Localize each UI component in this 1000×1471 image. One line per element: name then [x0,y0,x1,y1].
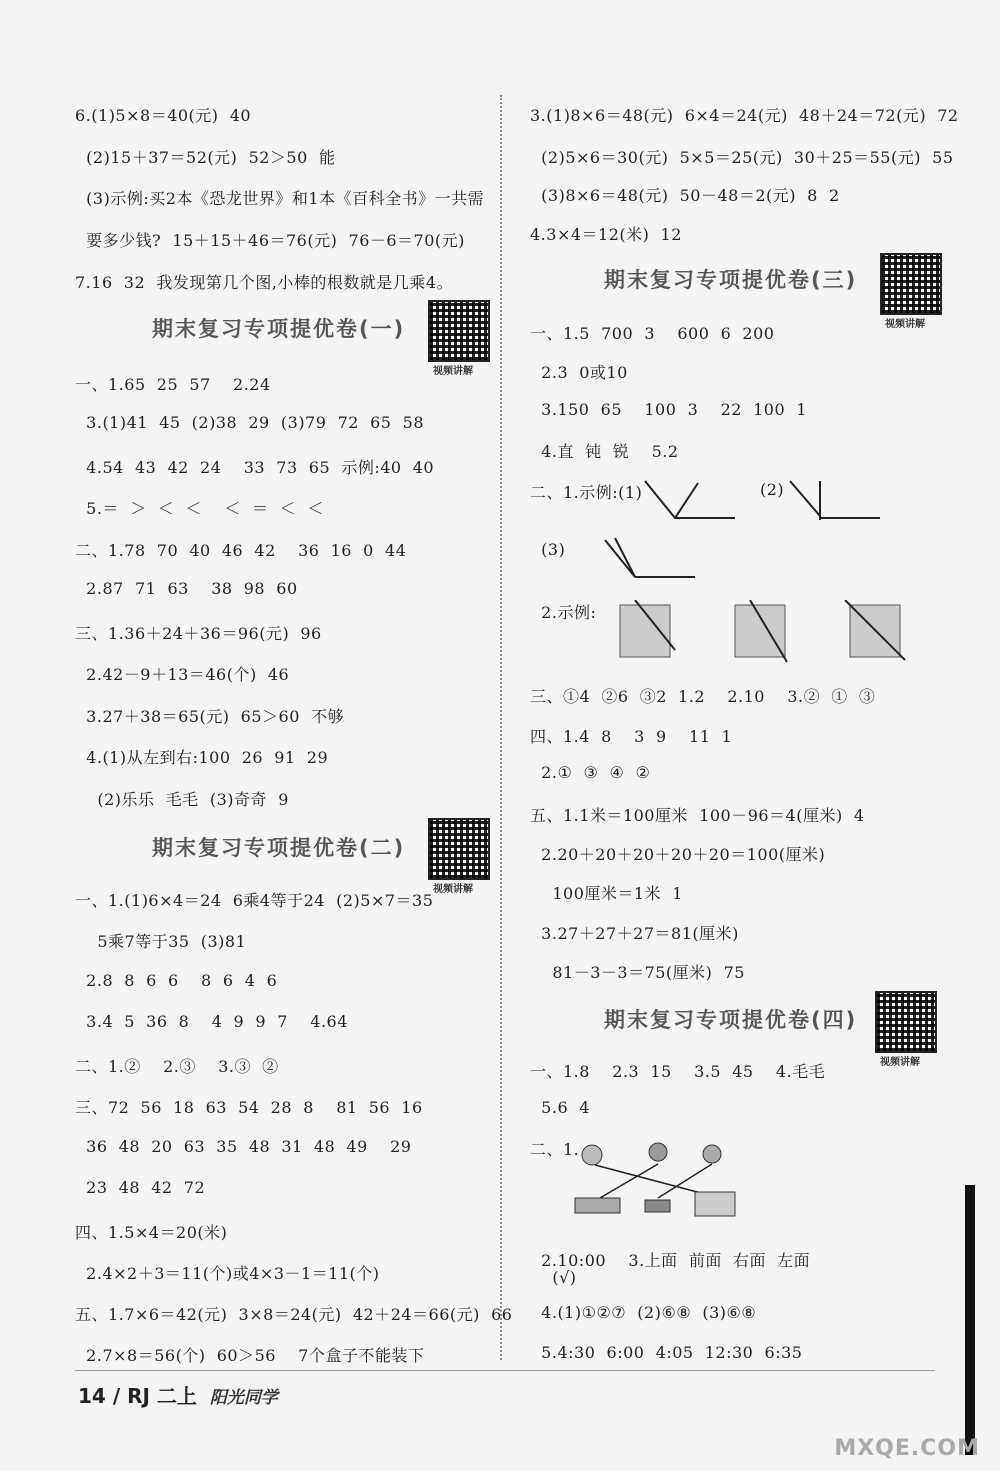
edge-bar [965,1185,975,1455]
answer-line: 2.示例: [530,603,597,622]
answer-line: (2)15＋37＝52(元) 52＞50 能 [75,148,336,167]
answer-line: (3)8×6＝48(元) 50－48＝2(元) 8 2 [530,186,840,205]
answer-line: 2.① ③ ④ ② [530,763,651,782]
answer-line: 2.4×2＋3＝11(个)或4×3－1＝11(个) [75,1264,380,1283]
answer-line: 3.(1)41 45 (2)38 29 (3)79 72 65 58 [75,413,425,432]
answer-line: 5.6 4 [530,1098,590,1117]
answer-line: 100厘米＝1米 1 [530,884,683,903]
square-cut-figures [615,600,915,665]
answer-line: (3)示例:买2本《恐龙世界》和1本《百科全书》一共需 [75,189,485,208]
answer-line: 3.4 5 36 8 4 9 9 7 4.64 [75,1012,348,1031]
answer-line: 一、1.(1)6×4＝24 6乘4等于24 (2)5×7＝35 [75,891,434,910]
answer-line: 4.直 钝 锐 5.2 [530,442,679,461]
answer-line: 三、①4 ②6 ③2 1.2 2.10 3.② ① ③ [530,687,876,706]
column-divider [500,95,502,1360]
answer-line: 二、1. [530,1140,580,1159]
answer-line: 36 48 20 63 35 48 31 48 49 29 [75,1137,412,1156]
answer-line: 2.3 0或10 [530,363,628,382]
matching-figure [570,1140,740,1220]
answer-line: 3.27＋38＝65(元) 65＞60 不够 [75,707,345,726]
edition-label: RJ [127,1384,150,1408]
answer-line: 五、1.7×6＝42(元) 3×8＝24(元) 42＋24＝66(元) 66 [75,1305,513,1324]
section-title: 期末复习专项提优卷(二) [152,836,406,860]
qr-caption: 视频讲解 [433,366,473,377]
section-title: 期末复习专项提优卷(三) [604,268,858,292]
answer-line: 3.27＋27＋27＝81(厘米) [530,924,739,943]
answer-line: 2.10:00 3.上面 前面 右面 左面 [530,1251,811,1270]
answer-line: 81－3－3＝75(厘米) 75 [530,963,745,982]
section-title: 期末复习专项提优卷(一) [152,317,406,341]
page-footer: 14 / RJ 二上 阳光同学 [78,1384,278,1408]
answer-line: 3.(1)8×6＝48(元) 6×4＝24(元) 48＋24＝72(元) 72 [530,106,959,125]
answer-line: 二、1.78 70 40 46 42 36 16 0 44 [75,541,407,560]
qr-code-icon [880,253,942,315]
angle-figure-1 [640,478,740,523]
answer-line: 2.20＋20＋20＋20＋20＝100(厘米) [530,845,826,864]
page-number: 14 [78,1384,106,1408]
angle-figure-2 [785,478,885,523]
answer-line: 5乘7等于35 (3)81 [75,932,247,951]
answer-line: 一、1.65 25 57 2.24 [75,375,271,394]
answer-line: 6.(1)5×8＝40(元) 40 [75,106,252,125]
qr-code-icon [875,991,937,1053]
answer-line: 2.42－9＋13＝46(个) 46 [75,665,290,684]
answer-line: 2.87 71 63 38 98 60 [75,579,298,598]
footer-rule [75,1370,935,1371]
answer-line: 一、1.8 2.3 15 3.5 45 4.毛毛 [530,1062,826,1081]
qr-code-icon [428,300,490,362]
answer-line: 5.＝ ＞ ＜ ＜ ＜ ＝ ＜ ＜ [75,499,324,518]
answer-line: 2.8 8 6 6 8 6 4 6 [75,971,278,990]
answer-line: 四、1.4 8 3 9 11 1 [530,727,733,746]
answer-line: (2) [760,480,785,499]
answer-line: 一、1.5 700 3 600 6 200 [530,324,775,343]
answer-line: 二、1.示例:(1) [530,483,643,502]
answer-line: 4.(1)从左到右:100 26 91 29 [75,748,329,767]
qr-caption: 视频讲解 [880,1057,920,1068]
answer-line: 7.16 32 我发现第几个图,小棒的根数就是几乘4。 [75,273,454,292]
answer-line: 三、72 56 18 63 54 28 8 81 56 16 [75,1098,423,1117]
answer-line: 3.150 65 100 3 22 100 1 [530,400,808,419]
answer-line: (2)乐乐 毛毛 (3)奇奇 9 [75,790,289,809]
qr-caption: 视频讲解 [433,884,473,895]
grade-label: 二上 [156,1384,197,1408]
answer-line: (3) [530,540,566,559]
answer-line: 2.7×8＝56(个) 60＞56 7个盒子不能装下 [75,1346,425,1365]
answer-line: 要多少钱? 15＋15＋46＝76(元) 76－6＝70(元) [75,231,465,250]
answer-line: (2)5×6＝30(元) 5×5＝25(元) 30＋25＝55(元) 55 [530,148,954,167]
qr-caption: 视频讲解 [885,319,925,330]
answer-line: 四、1.5×4＝20(米) [75,1223,228,1242]
answer-line: 4.3×4＝12(米) 12 [530,225,682,244]
answer-line: 5.4:30 6:00 4:05 12:30 6:35 [530,1343,803,1362]
answer-line: 三、1.36＋24＋36＝96(元) 96 [75,624,322,643]
answer-line: 4.54 43 42 24 33 73 65 示例:40 40 [75,458,435,477]
answer-line: 五、1.1米＝100厘米 100－96＝4(厘米) 4 [530,806,865,825]
answer-line: (√) [530,1268,577,1287]
answer-line: 4.(1)①②⑦ (2)⑥⑧ (3)⑥⑧ [530,1303,757,1322]
brand-logo: 阳光同学 [209,1388,278,1408]
section-title: 期末复习专项提优卷(四) [604,1008,858,1032]
answer-line: 二、1.② 2.③ 3.③ ② [75,1057,279,1076]
qr-code-icon [428,818,490,880]
watermark: MXQE.COM [834,1436,980,1461]
angle-figure-3 [600,535,700,580]
answer-line: 23 48 42 72 [75,1178,206,1197]
